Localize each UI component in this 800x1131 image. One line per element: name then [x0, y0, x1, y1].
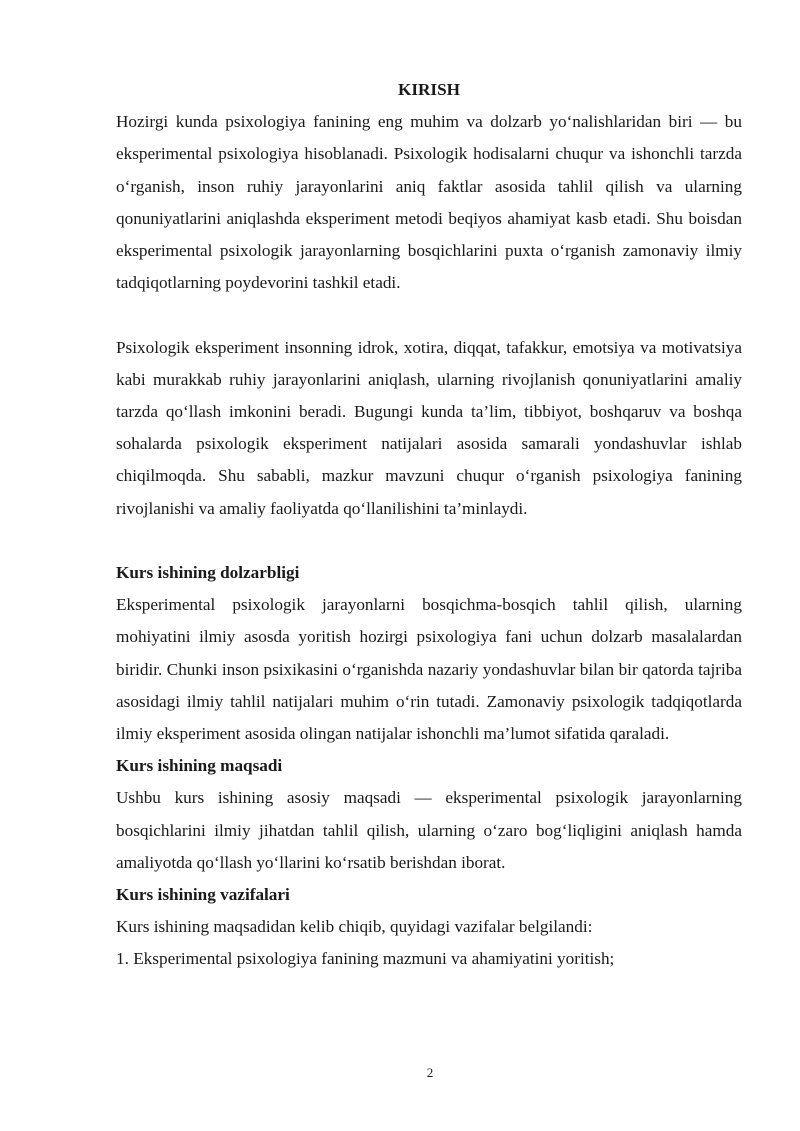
task-item-1: 1. Eksperimental psixologiya fanining mazmuni va ahamiyatini yoritish;: [116, 949, 615, 969]
tasks-intro: Kurs ishining maqsadidan kelib chiqib, quyidagi vazifalar belgilandi:: [116, 917, 593, 937]
intro-paragraph-2: Psixologik eksperiment insonning idrok, xotira, diqqat, tafakkur, emotsiya va motivatsiya kabi murakkab ruhiy jarayonlarini aniqlash, ularning rivojlanish qonuniyatlarini amaliy tarzda qo‘llash imkonini beradi. Bugungi kunda ta’lim, tibbiyot, boshqaruv va boshqa sohalarda psixologik eksperiment natijalari asosida samarali yondashuvlar ishlab chiqilmoqda. Shu sababli, mazkur mavzuni chuqur o‘rganish psixologiya fanining rivojlanishi va amaliy faoliyatda qo‘llanilishini ta’minlaydi.: [116, 337, 742, 518]
paragraph-spacer: [116, 299, 742, 331]
page-title: KIRISH: [397, 80, 461, 99]
tasks-heading: Kurs ishining vazifalari: [116, 885, 290, 905]
relevance-paragraph: Eksperimental psixologik jarayonlarni bosqichma-bosqich tahlil qilish, ularning mohiyatini ilmiy asosda yoritish hozirgi psixologiya fani uchun dolzarb masalalardan biridir. Chunki inson psixikasini o‘rganishda nazariy yondashuvlar bilan bir qatorda tajriba asosidagi ilmiy tahlil natijalari muhim o‘rin tutadi. Zamonaviy psixologik tadqiqotlarda ilmiy eksperiment asosida olingan natijalar ishonchli ma’lumot sifatida qaraladi.: [116, 595, 742, 744]
goal-paragraph: Ushbu kurs ishining asosiy maqsadi — eksperimental psixologik jarayonlarning bosqichlarini ilmiy jihatdan tahlil qilish, ularning o‘zaro bog‘liqligini aniqlash hamda amaliyotda qo‘llash yo‘llarini ko‘rsatib berishdan iborat.: [116, 788, 742, 872]
document-page: [116, 74, 742, 976]
intro-paragraph-1: Hozirgi kunda psixologiya fanining eng muhim va dolzarb yo‘nalishlaridan biri — bu eksperimental psixologiya hisoblanadi. Psixologik hodisalarni chuqur va ishonchli tarzda o‘rganish, inson ruhiy jarayonlarini aniq faktlar asosida tahlil qilish va ularning qonuniyatlarini aniqlashda eksperiment metodi beqiyos ahamiyat kasb etadi. Shu boisdan eksperimental psixologik jarayonlarning bosqichlarini puxta o‘rganish zamonaviy ilmiy tadqiqotlarning poydevorini tashkil etadi.: [116, 112, 742, 293]
relevance-heading: Kurs ishining dolzarbligi: [116, 563, 300, 583]
page-number: 2: [426, 1065, 434, 1080]
goal-heading: Kurs ishining maqsadi: [116, 756, 283, 776]
paragraph-spacer: [116, 525, 742, 557]
